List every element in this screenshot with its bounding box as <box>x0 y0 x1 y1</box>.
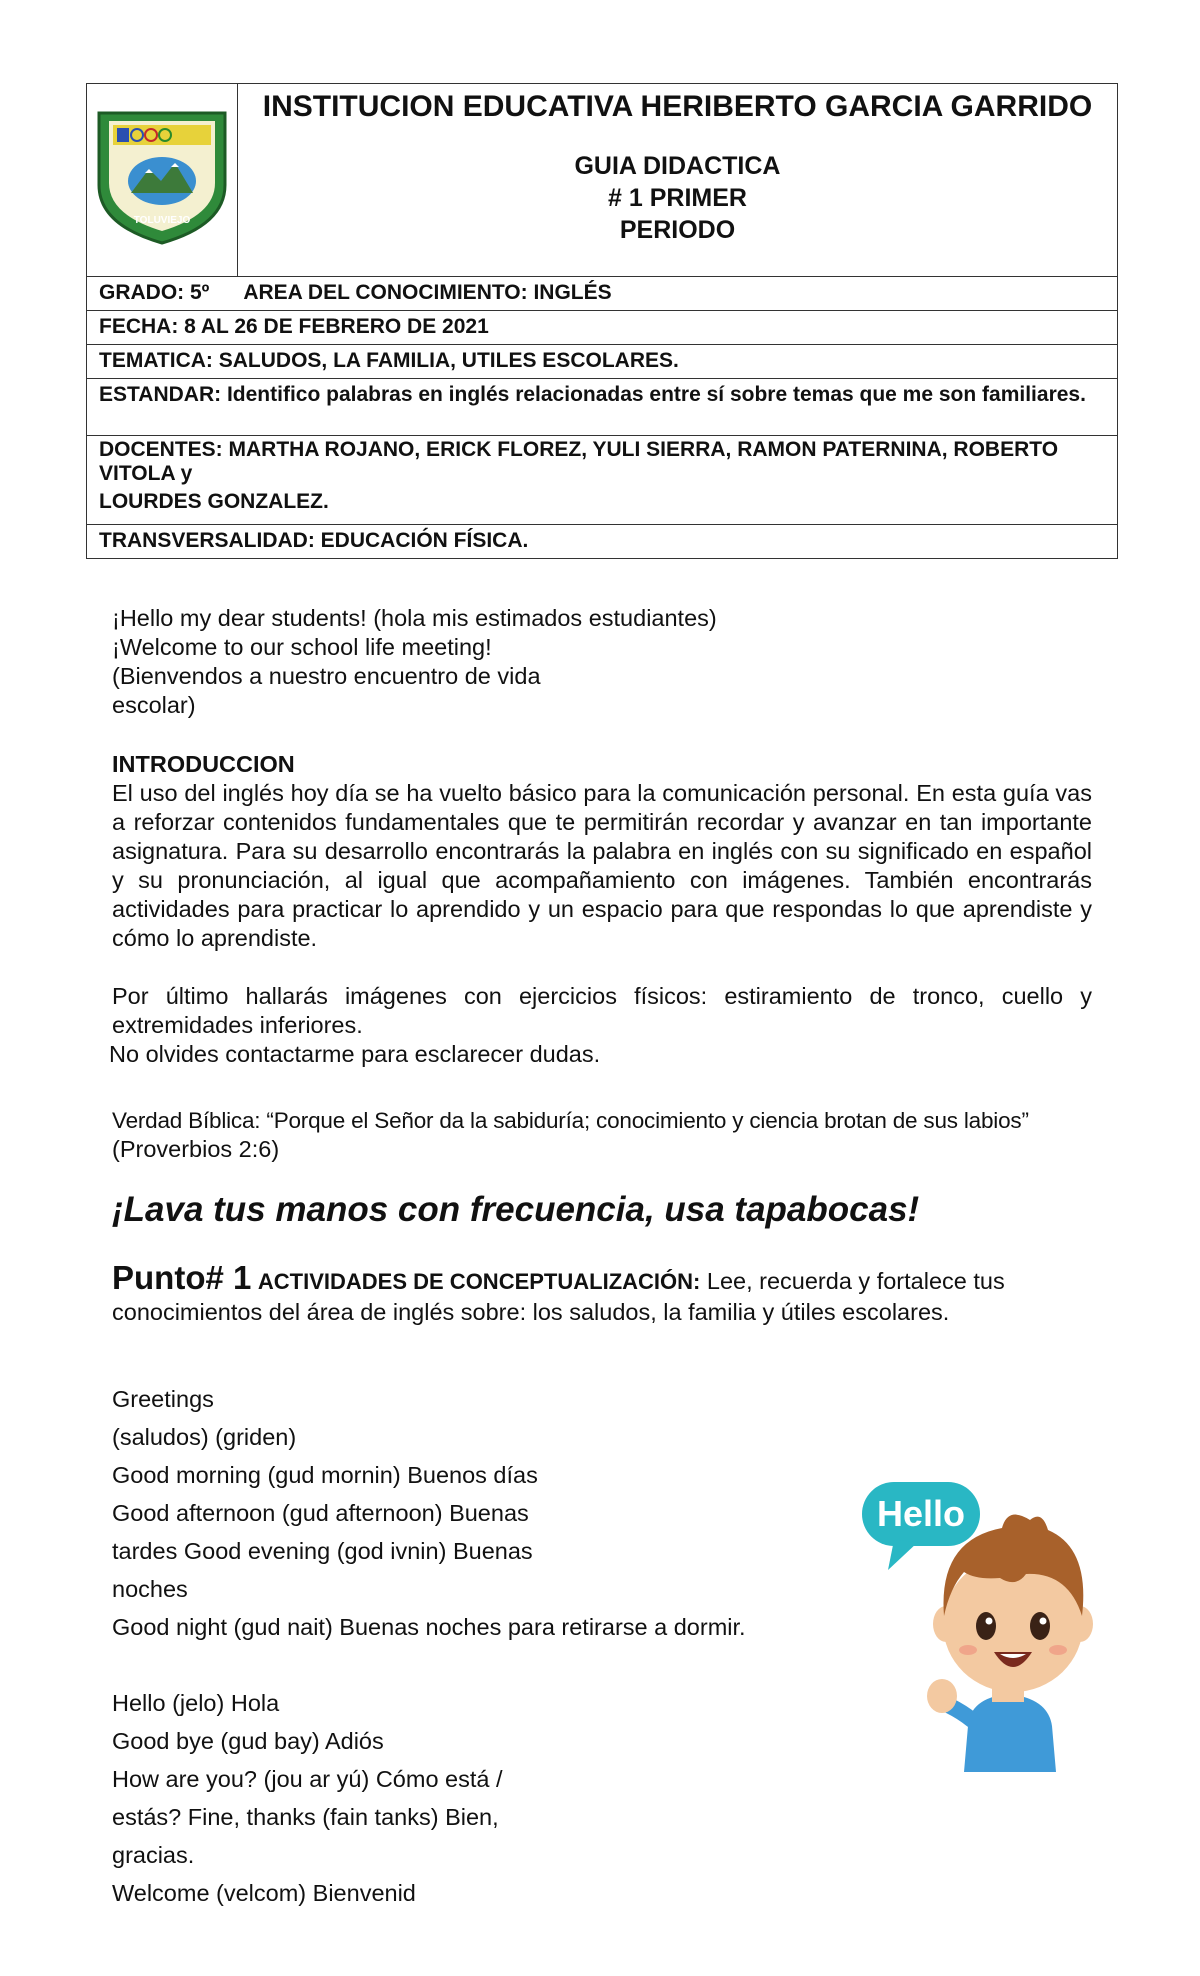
hello-boy-illustration <box>858 1476 1114 1772</box>
greetings-item: (saludos) (griden) <box>112 1424 297 1450</box>
standard-label: ESTANDAR: <box>99 383 222 406</box>
verse-block <box>112 1106 1092 1164</box>
teachers-line2: LOURDES GONZALEZ. <box>99 490 329 513</box>
punto-1 <box>112 1259 1112 1328</box>
standard-text: Identifico palabras en inglés relacionadas entre sí sobre temas que me son familiares. <box>226 383 1086 406</box>
punto-title: ACTIVIDADES DE CONCEPTUALIZACIÓN: <box>257 1269 701 1294</box>
greetings-item: estás? Fine, thanks (fain tanks) Bien, <box>112 1804 499 1830</box>
intro-paragraph-1: El uso del inglés hoy día se ha vuelto básico para la comunicación personal. En esta guía vas a reforzar contenidos fundamentales que te permitirán recordar y avanzar en tan importante asignatura. Para su desarrollo encontrarás la palabra en inglés con su significado en español y su pronunciación, al igual que acompañamiento con imágenes. También encontrarás actividades para practicar lo aprendido y un espacio para que respondas lo que aprendiste y cómo lo aprendiste. <box>112 780 1092 951</box>
greetings-item: Good morning (gud mornin) Buenos días <box>112 1462 538 1488</box>
logo-caption: TOLUVIEJO <box>133 215 191 226</box>
teachers-row <box>87 436 1118 525</box>
guide-title-line1: GUIA DIDACTICA <box>574 152 781 180</box>
transversality-row: TRANSVERSALIDAD: EDUCACIÓN FÍSICA. <box>87 525 1118 559</box>
greetings-item: Good afternoon (gud afternoon) Buenas <box>112 1500 529 1526</box>
institution-title: INSTITUCION EDUCATIVA HERIBERTO GARCIA GARRIDO <box>262 90 1093 123</box>
logo-cell <box>87 84 238 277</box>
intro-heading: INTRODUCCION <box>112 751 295 777</box>
verse-text: Verdad Bíblica: “Porque el Señor da la sabiduría; conocimiento y ciencia brotan de sus labios” <box>112 1108 1029 1133</box>
guide-title <box>250 150 1105 246</box>
greetings-item: Hello (jelo) Hola <box>112 1690 280 1716</box>
greeting-line2: ¡Welcome to our school life meeting! <box>112 634 492 660</box>
greetings-item: Welcome (velcom) Bienvenid <box>112 1880 416 1906</box>
greetings-item: noches <box>112 1576 188 1602</box>
hygiene-slogan: ¡Lava tus manos con frecuencia, usa tapabocas! <box>112 1190 920 1229</box>
greetings-list <box>112 1380 746 1912</box>
teachers-line1: DOCENTES: MARTHA ROJANO, ERICK FLOREZ, YULI SIERRA, RAMON PATERNINA, ROBERTO VITOLA y <box>99 438 1059 485</box>
standard-row <box>87 379 1118 436</box>
greeting-line4: escolar) <box>112 692 196 718</box>
area-value: AREA DEL CONOCIMIENTO: INGLÉS <box>243 281 612 304</box>
title-cell <box>238 84 1118 277</box>
date-row: FECHA: 8 AL 26 DE FEBRERO DE 2021 <box>87 311 1118 345</box>
header-table <box>86 83 1118 559</box>
guide-title-line3: PERIODO <box>619 216 736 244</box>
intro-paragraph-3: No olvides contactarme para esclarecer dudas. <box>109 1041 601 1067</box>
greetings-item: Good bye (gud bay) Adiós <box>112 1728 384 1754</box>
topic-row: TEMATICA: SALUDOS, LA FAMILIA, UTILES ESCOLARES. <box>87 345 1118 379</box>
grade-row <box>87 277 1118 311</box>
greeting-block <box>112 604 1092 720</box>
school-crest-logo <box>91 107 233 247</box>
greetings-item: tardes Good evening (god ivnin) Buenas <box>112 1538 533 1564</box>
intro-paragraph-2: Por último hallarás imágenes con ejercicios físicos: estiramiento de tronco, cuello y extremidades inferiores. <box>112 983 1092 1038</box>
greetings-item: gracias. <box>112 1842 195 1868</box>
greetings-spacer <box>112 1646 746 1684</box>
greetings-item: How are you? (jou ar yú) Cómo está / <box>112 1766 503 1792</box>
hello-bubble-text: Hello <box>876 1493 966 1534</box>
intro-block <box>109 750 1092 1069</box>
grade-value: GRADO: 5º <box>99 281 210 304</box>
greeting-line1: ¡Hello my dear students! (hola mis estimados estudiantes) <box>112 605 717 631</box>
greeting-line3: (Bienvendos a nuestro encuentro de vida <box>112 663 541 689</box>
greetings-item: Good night (gud nait) Buenas noches para retirarse a dormir. <box>112 1614 746 1640</box>
punto-text: Lee, recuerda y fortalece tus conocimientos del área de inglés sobre: los saludos, la familia y útiles escolares. <box>112 1268 1005 1325</box>
punto-number: Punto# 1 <box>112 1259 252 1296</box>
verse-reference: (Proverbios 2:6) <box>112 1136 280 1162</box>
guide-title-line2: # 1 PRIMER <box>608 184 747 212</box>
greetings-item: Greetings <box>112 1386 214 1412</box>
